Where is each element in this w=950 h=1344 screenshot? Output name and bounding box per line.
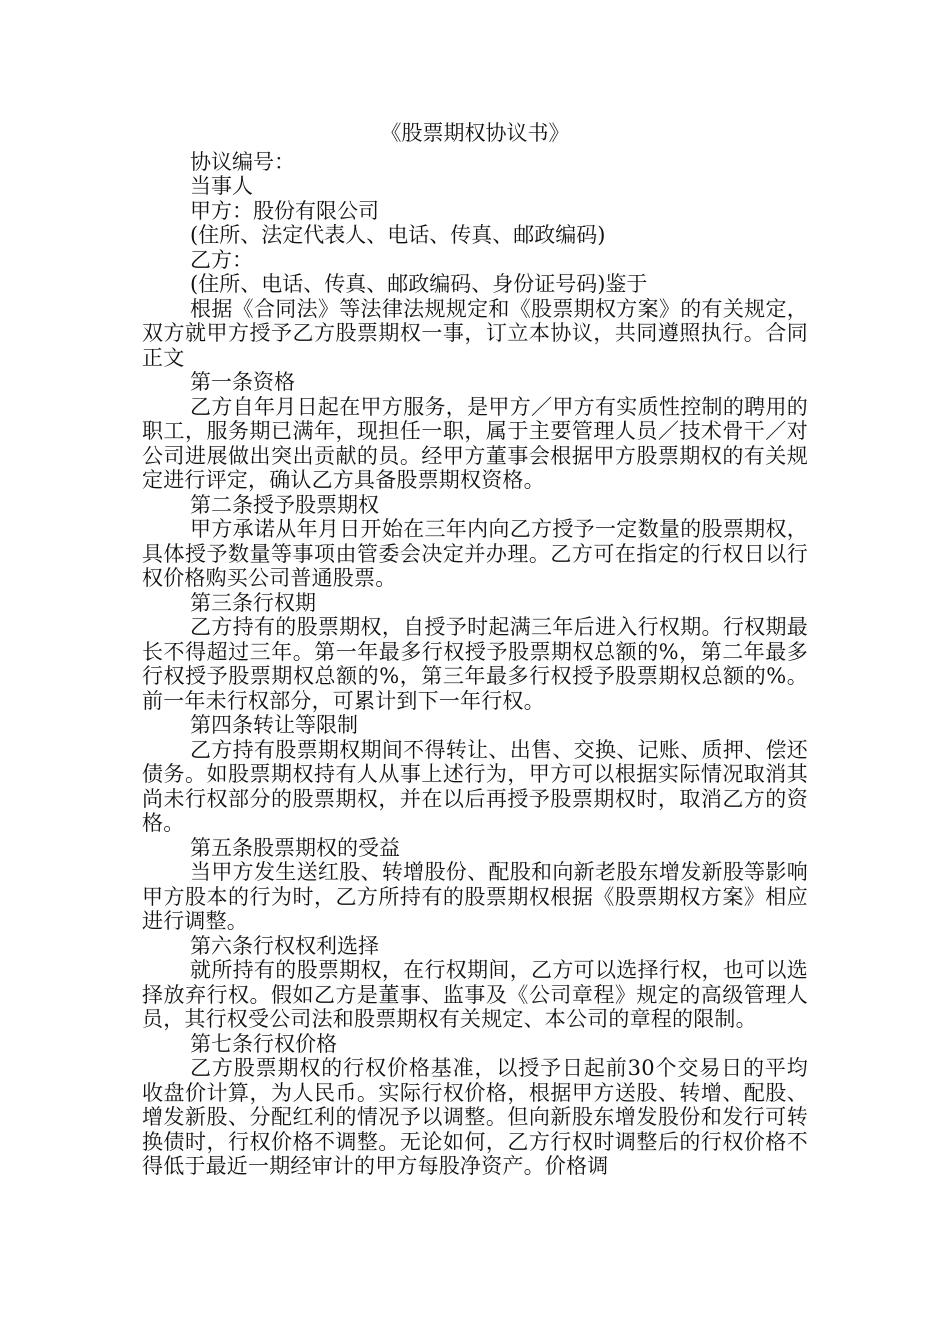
party-a-details-line: (住所、法定代表人、电话、传真、邮政编码) [190, 223, 606, 247]
preamble-paragraph: 根据《合同法》等法律法规规定和《股票期权方案》的有关规定，双方就甲方授予乙方股票期权一事，订立本协议，共同遵照执行。合同正文 [142, 296, 808, 370]
parties-line: 当事人 [190, 174, 253, 198]
document-title: 《股票期权协议书》 [380, 121, 570, 145]
party-b-details-line: (住所、电话、传真、邮政编码、身份证号码)鉴于 [190, 272, 648, 296]
article-5-body: 当甲方发生送红股、转增股份、配股和向新老股东增发新股等影响甲方股本的行为时，乙方所持有的股票期权根据《股票期权方案》相应进行调整。 [142, 860, 808, 933]
agreement-number-line: 协议编号： [190, 149, 295, 174]
article-1-body: 乙方自年月日起在甲方服务，是甲方／甲方有实质性控制的聘用的职工，服务期已满年，现担任一职，属于主要管理人员／技术骨干／对公司进展做出突出贡献的员。经甲方董事会根据甲方股票期权的有关规定进行评定，确认乙方具备股票期权资格。 [142, 394, 808, 492]
article-4-body: 乙方持有股票期权期间不得转让、出售、交换、记账、质押、偿还债务。如股票期权持有人从事上述行为，甲方可以根据实际情况取消其尚未行权部分的股票期权，并在以后再授予股票期权时，取消乙方的资格。 [142, 737, 808, 835]
article-2-heading: 第二条授予股票期权 [190, 492, 379, 517]
article-7-heading: 第七条行权价格 [190, 1031, 337, 1056]
article-3-heading: 第三条行权期 [190, 590, 316, 615]
article-6-body: 就所持有的股票期权，在行权期间，乙方可以选择行权，也可以选择放弃行权。假如乙方是董事、监事及《公司章程》规定的高级管理人员，其行权受公司法和股票期权有关规定、本公司的章程的限制。 [142, 958, 808, 1031]
article-2-body: 甲方承诺从年月日开始在三年内向乙方授予一定数量的股票期权，具体授予数量等事项由管委会决定并办理。乙方可在指定的行权日以行权价格购买公司普通股票。 [142, 517, 808, 590]
document-page [142, 121, 808, 1179]
article-5-heading: 第五条股票期权的受益 [190, 835, 400, 860]
article-1-heading: 第一条资格 [190, 370, 295, 394]
article-7-body: 乙方股票期权的行权价格基准，以授予日起前30个交易日的平均收盘价计算，为人民币。实际行权价格，根据甲方送股、转增、配股、增发新股、分配红利的情况予以调整。但向新股东增发股份和发行可转换债时，行权价格不调整。无论如何，乙方行权时调整后的行权价格不得低于最近一期经审计的甲方每股净资产。价格调 [142, 1056, 808, 1178]
article-4-heading: 第四条转让等限制 [190, 713, 358, 737]
article-6-heading: 第六条行权权利选择 [190, 933, 379, 958]
party-b-line: 乙方： [190, 247, 253, 272]
article-3-body: 乙方持有的股票期权，自授予时起满三年后进入行权期。行权期最长不得超过三年。第一年最多行权授予股票期权总额的%，第二年最多行权授予股票期权总额的%，第三年最多行权授予股票期权总额的%。前一年未行权部分，可累计到下一年行权。 [142, 615, 808, 713]
party-a-line: 甲方：股份有限公司 [190, 198, 379, 223]
